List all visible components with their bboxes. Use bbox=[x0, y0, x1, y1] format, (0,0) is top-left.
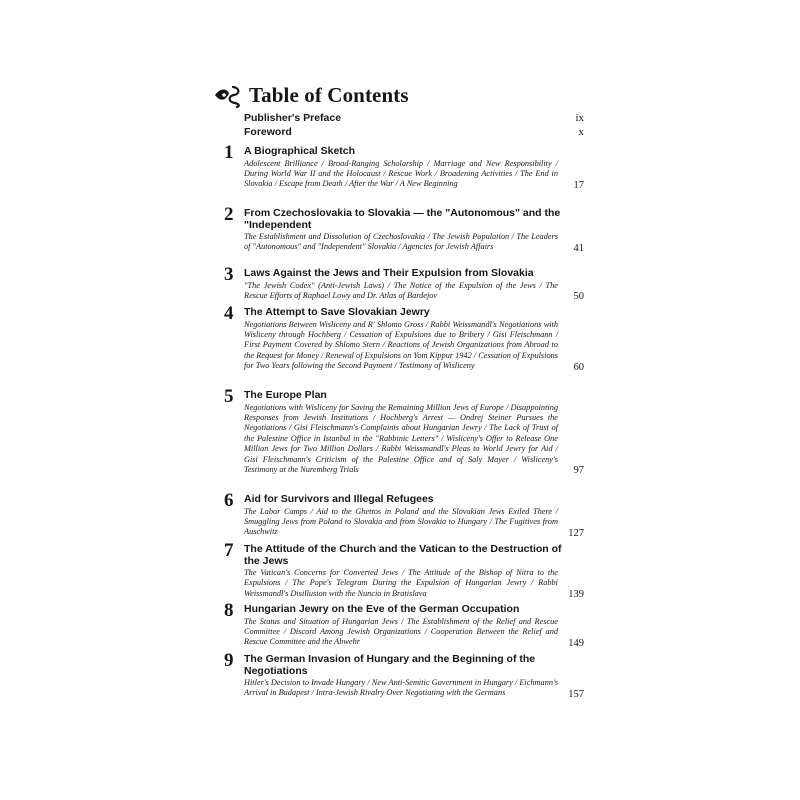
chapter-number: 5 bbox=[224, 386, 234, 407]
chapter-description: The Labor Camps / Aid to the Ghettos in Poland and the Slovakian Jews Exiled There / Smuggling Jews from Poland to Slovakia and from Slovakia to Hungary / The Fugitives from Auschwitz bbox=[244, 506, 558, 537]
page-number: x bbox=[578, 126, 584, 138]
chapter-number: 7 bbox=[224, 540, 234, 561]
chapter-description: Negotiations with Wisliceny for Saving the Remaining Million Jews of Europe / Disappointing Responses from Jewish Institutions / Hochberg's Arrest — Ondrej Steiner Pursues the Negotiations / Gisi Fleischmann's Complaints about Hungarian Jewry / The Lack of Trust of the Palestine Office in Istanbul in the "Rabbinic Letters" / Wisliceny's Offer to Release One Million Jews for Two Million Dollars / Rabbi Weissmandl's Pleas to World Jewry for Aid / Gisi Fleischmann's Criticism of the Palestine Office and of Saly Mayer / Wisliceny's Testimony at the Nuremberg Trials bbox=[244, 402, 558, 474]
chapter-entry bbox=[224, 264, 584, 303]
chapter-description: "The Jewish Codex" (Anti-Jewish Laws) / The Notice of the Expulsion of the Jews / The Rescue Efforts of Raphael Lowy and Dr. Atlas of Bardejov bbox=[244, 280, 558, 300]
page-number: 17 bbox=[573, 179, 584, 191]
chapter-description: Hitler's Decision to Invade Hungary / New Anti-Semitic Government in Hungary / Eichmann's Arrival in Budapest / Intra-Jewish Rivalry Over Negotiating with the Germans bbox=[244, 678, 558, 698]
page-number: 60 bbox=[573, 361, 584, 373]
chapter-number: 9 bbox=[224, 650, 234, 671]
chapter-title: The Europe Plan bbox=[244, 389, 327, 401]
chapter-title: The Attempt to Save Slovakian Jewry bbox=[244, 306, 430, 318]
page-number: 139 bbox=[568, 589, 584, 601]
chapter-description: The Vatican's Concerns for Converted Jews / The Attitude of the Bishop of Nitra to the Expulsions / The Pope's Telegram During the Expulsion of Hungarian Jewry / Rabbi Weissmandl's Disillusion with the Nuncio in Bratislava bbox=[244, 568, 558, 598]
chapter-title: Aid for Survivors and Illegal Refugees bbox=[244, 493, 434, 505]
page-number: 97 bbox=[573, 465, 584, 477]
chapter-number: 3 bbox=[224, 264, 234, 285]
chapter-entry bbox=[224, 386, 584, 477]
chapter-description: The Status and Situation of Hungarian Jews / The Establishment of the Relief and Rescue Committee / Discord Among Jewish Organizations / Cooperation Between the Relief and Rescue Committee and the Abwehr bbox=[244, 616, 558, 647]
page-number: 157 bbox=[568, 688, 584, 700]
chapter-number: 4 bbox=[224, 303, 234, 324]
chapter-entry bbox=[224, 142, 584, 191]
chapter-description: Adolescent Brilliance / Broad-Ranging Scholarship / Marriage and New Responsibility / During World War II and the Holocaust / Rescue Work / Broadening Activities / The End in Slovakia / Escape from Death / After the War / A New Beginning bbox=[244, 158, 558, 189]
chapter-title: Laws Against the Jews and Their Expulsion from Slovakia bbox=[244, 267, 534, 279]
chapter-title: The Attitude of the Church and the Vatican to the Destruction of the Jews bbox=[244, 543, 562, 567]
ornament-icon bbox=[213, 82, 243, 108]
chapter-title: A Biographical Sketch bbox=[244, 145, 356, 157]
front-matter-entry bbox=[244, 126, 584, 138]
chapter-entry bbox=[224, 490, 584, 539]
chapter-number: 6 bbox=[224, 490, 234, 511]
chapter-entry bbox=[224, 540, 584, 601]
page-number: 41 bbox=[573, 242, 584, 254]
chapter-number: 1 bbox=[224, 142, 234, 163]
entry-label: Publisher's Preface bbox=[244, 112, 342, 124]
chapter-entry bbox=[224, 204, 584, 254]
chapter-description: Negotiations Between Wisliceny and R' Shlomo Gross / Rabbi Weissmandl's Negotiations with Wisliceny through Hochberg / Cessation of Expulsions due to Bribery / Gisi Fleischmann / First Payment Covered by Shlomo Stern / Reactions of Jewish Organizations from Abroad to the Request for Money / Renewal of Expulsions on Yom Kippur 1942 / Cessation of Expulsions for Two Years following the Second Payment / Testimony of Wisliceny bbox=[244, 319, 558, 371]
page-number: ix bbox=[575, 112, 584, 124]
page-number: 149 bbox=[568, 637, 584, 649]
chapter-title: From Czechoslovakia to Slovakia — the "Autonomous" and the "Independent bbox=[244, 207, 561, 231]
front-matter-entry bbox=[244, 112, 584, 124]
chapter-entry bbox=[224, 650, 584, 700]
chapter-title: The German Invasion of Hungary and the Beginning of the Negotiations bbox=[244, 653, 536, 677]
chapter-number: 2 bbox=[224, 204, 234, 225]
page-number: 50 bbox=[573, 291, 584, 303]
chapter-entry bbox=[224, 600, 584, 649]
chapter-description: The Establishment and Dissolution of Czechoslovakia / The Jewish Population / The Leaders of "Autonomous" and "Independent" Slovakia / Agencies for Jewish Affairs bbox=[244, 232, 558, 252]
page-title: Table of Contents bbox=[249, 82, 409, 107]
entry-label: Foreword bbox=[244, 126, 292, 138]
page-number: 127 bbox=[568, 527, 584, 539]
chapter-entry bbox=[224, 303, 584, 373]
toc-header bbox=[213, 80, 409, 110]
chapter-number: 8 bbox=[224, 600, 234, 621]
chapter-title: Hungarian Jewry on the Eve of the German Occupation bbox=[244, 603, 520, 615]
